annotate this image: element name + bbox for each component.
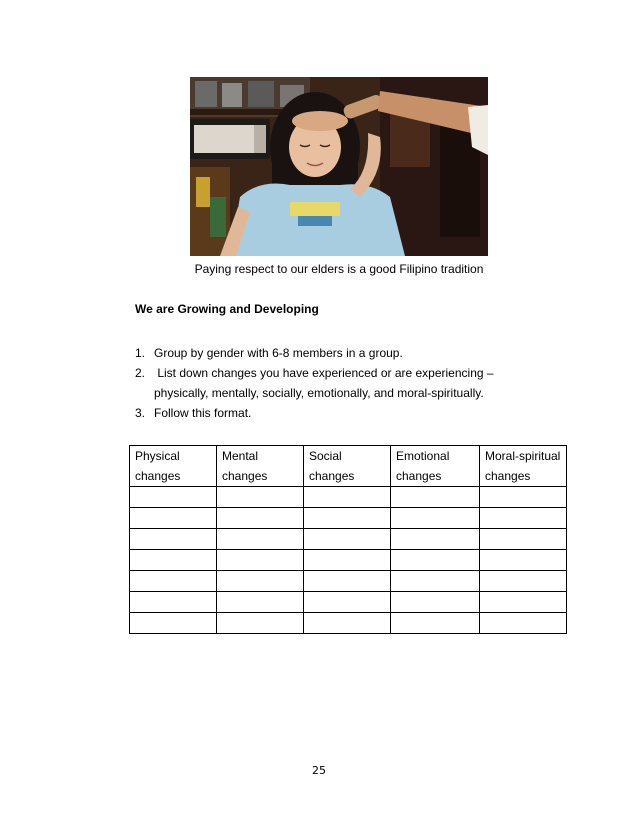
column-header-line: changes: [135, 469, 181, 483]
column-header-line: Mental: [222, 449, 259, 463]
column-header-line: changes: [309, 469, 355, 483]
table-cell[interactable]: [130, 487, 217, 508]
table-cell[interactable]: [391, 592, 480, 613]
table-cell[interactable]: [304, 529, 391, 550]
table-cell[interactable]: [391, 487, 480, 508]
list-item-text: Group by gender with 6-8 members in a group.: [154, 346, 403, 360]
table-cell[interactable]: [130, 592, 217, 613]
table-cell[interactable]: [391, 550, 480, 571]
column-header-line: Emotional: [396, 449, 450, 463]
table-cell[interactable]: [304, 508, 391, 529]
table-row: [130, 571, 567, 592]
column-header-line: Social: [309, 449, 342, 463]
instruction-list: [135, 343, 555, 423]
table-row: [130, 529, 567, 550]
table-cell[interactable]: [304, 487, 391, 508]
table-cell[interactable]: [391, 508, 480, 529]
table-cell[interactable]: [217, 571, 304, 592]
table-body: [130, 487, 567, 634]
list-item: [135, 343, 555, 363]
table-cell[interactable]: [130, 571, 217, 592]
table-cell[interactable]: [391, 613, 480, 634]
table-cell[interactable]: [217, 487, 304, 508]
table-cell[interactable]: [130, 529, 217, 550]
table-cell[interactable]: [480, 529, 567, 550]
list-item-text: List down changes you have experienced or are experiencing –: [154, 366, 494, 380]
table-cell[interactable]: [391, 529, 480, 550]
column-header-line: Moral-spiritual: [485, 449, 561, 463]
changes-table: [129, 445, 567, 634]
table-cell[interactable]: [304, 592, 391, 613]
column-header-line: changes: [222, 469, 268, 483]
table-row: [130, 508, 567, 529]
list-item: [135, 403, 555, 423]
table-cell[interactable]: [217, 529, 304, 550]
column-header-line: changes: [485, 469, 531, 483]
table-cell[interactable]: [304, 571, 391, 592]
table-cell[interactable]: [480, 613, 567, 634]
table-cell[interactable]: [217, 592, 304, 613]
table-cell[interactable]: [391, 571, 480, 592]
table-row: [130, 613, 567, 634]
table-header-row: [130, 446, 567, 487]
table-cell[interactable]: [130, 508, 217, 529]
page-number: 25: [312, 764, 326, 777]
table-row: [130, 487, 567, 508]
column-header-social: [304, 446, 391, 487]
list-item-number: 2.: [135, 366, 146, 380]
list-item-number: 3.: [135, 406, 146, 420]
table-cell[interactable]: [304, 613, 391, 634]
table-cell[interactable]: [130, 613, 217, 634]
table-cell[interactable]: [304, 550, 391, 571]
list-item-number: 1.: [135, 346, 146, 360]
column-header-moral-spiritual: [480, 446, 567, 487]
list-item-text-continued: physically, mentally, socially, emotionally, and moral-spiritually.: [154, 386, 484, 400]
table-cell[interactable]: [480, 508, 567, 529]
table-cell[interactable]: [480, 592, 567, 613]
table-cell[interactable]: [480, 487, 567, 508]
elder-blessing-photo: [190, 77, 488, 256]
photo-caption: Paying respect to our elders is a good Filipino tradition: [194, 262, 484, 276]
section-heading: We are Growing and Developing: [135, 302, 319, 316]
table-row: [130, 550, 567, 571]
column-header-mental: [217, 446, 304, 487]
list-item-text: Follow this format.: [154, 406, 252, 420]
table-cell[interactable]: [217, 613, 304, 634]
column-header-line: Physical: [135, 449, 180, 463]
table-row: [130, 592, 567, 613]
list-item: [135, 363, 555, 403]
table-cell[interactable]: [480, 571, 567, 592]
table-cell[interactable]: [217, 550, 304, 571]
column-header-emotional: [391, 446, 480, 487]
table-cell[interactable]: [480, 550, 567, 571]
column-header-physical: [130, 446, 217, 487]
table-cell[interactable]: [130, 550, 217, 571]
column-header-line: changes: [396, 469, 442, 483]
table-cell[interactable]: [217, 508, 304, 529]
